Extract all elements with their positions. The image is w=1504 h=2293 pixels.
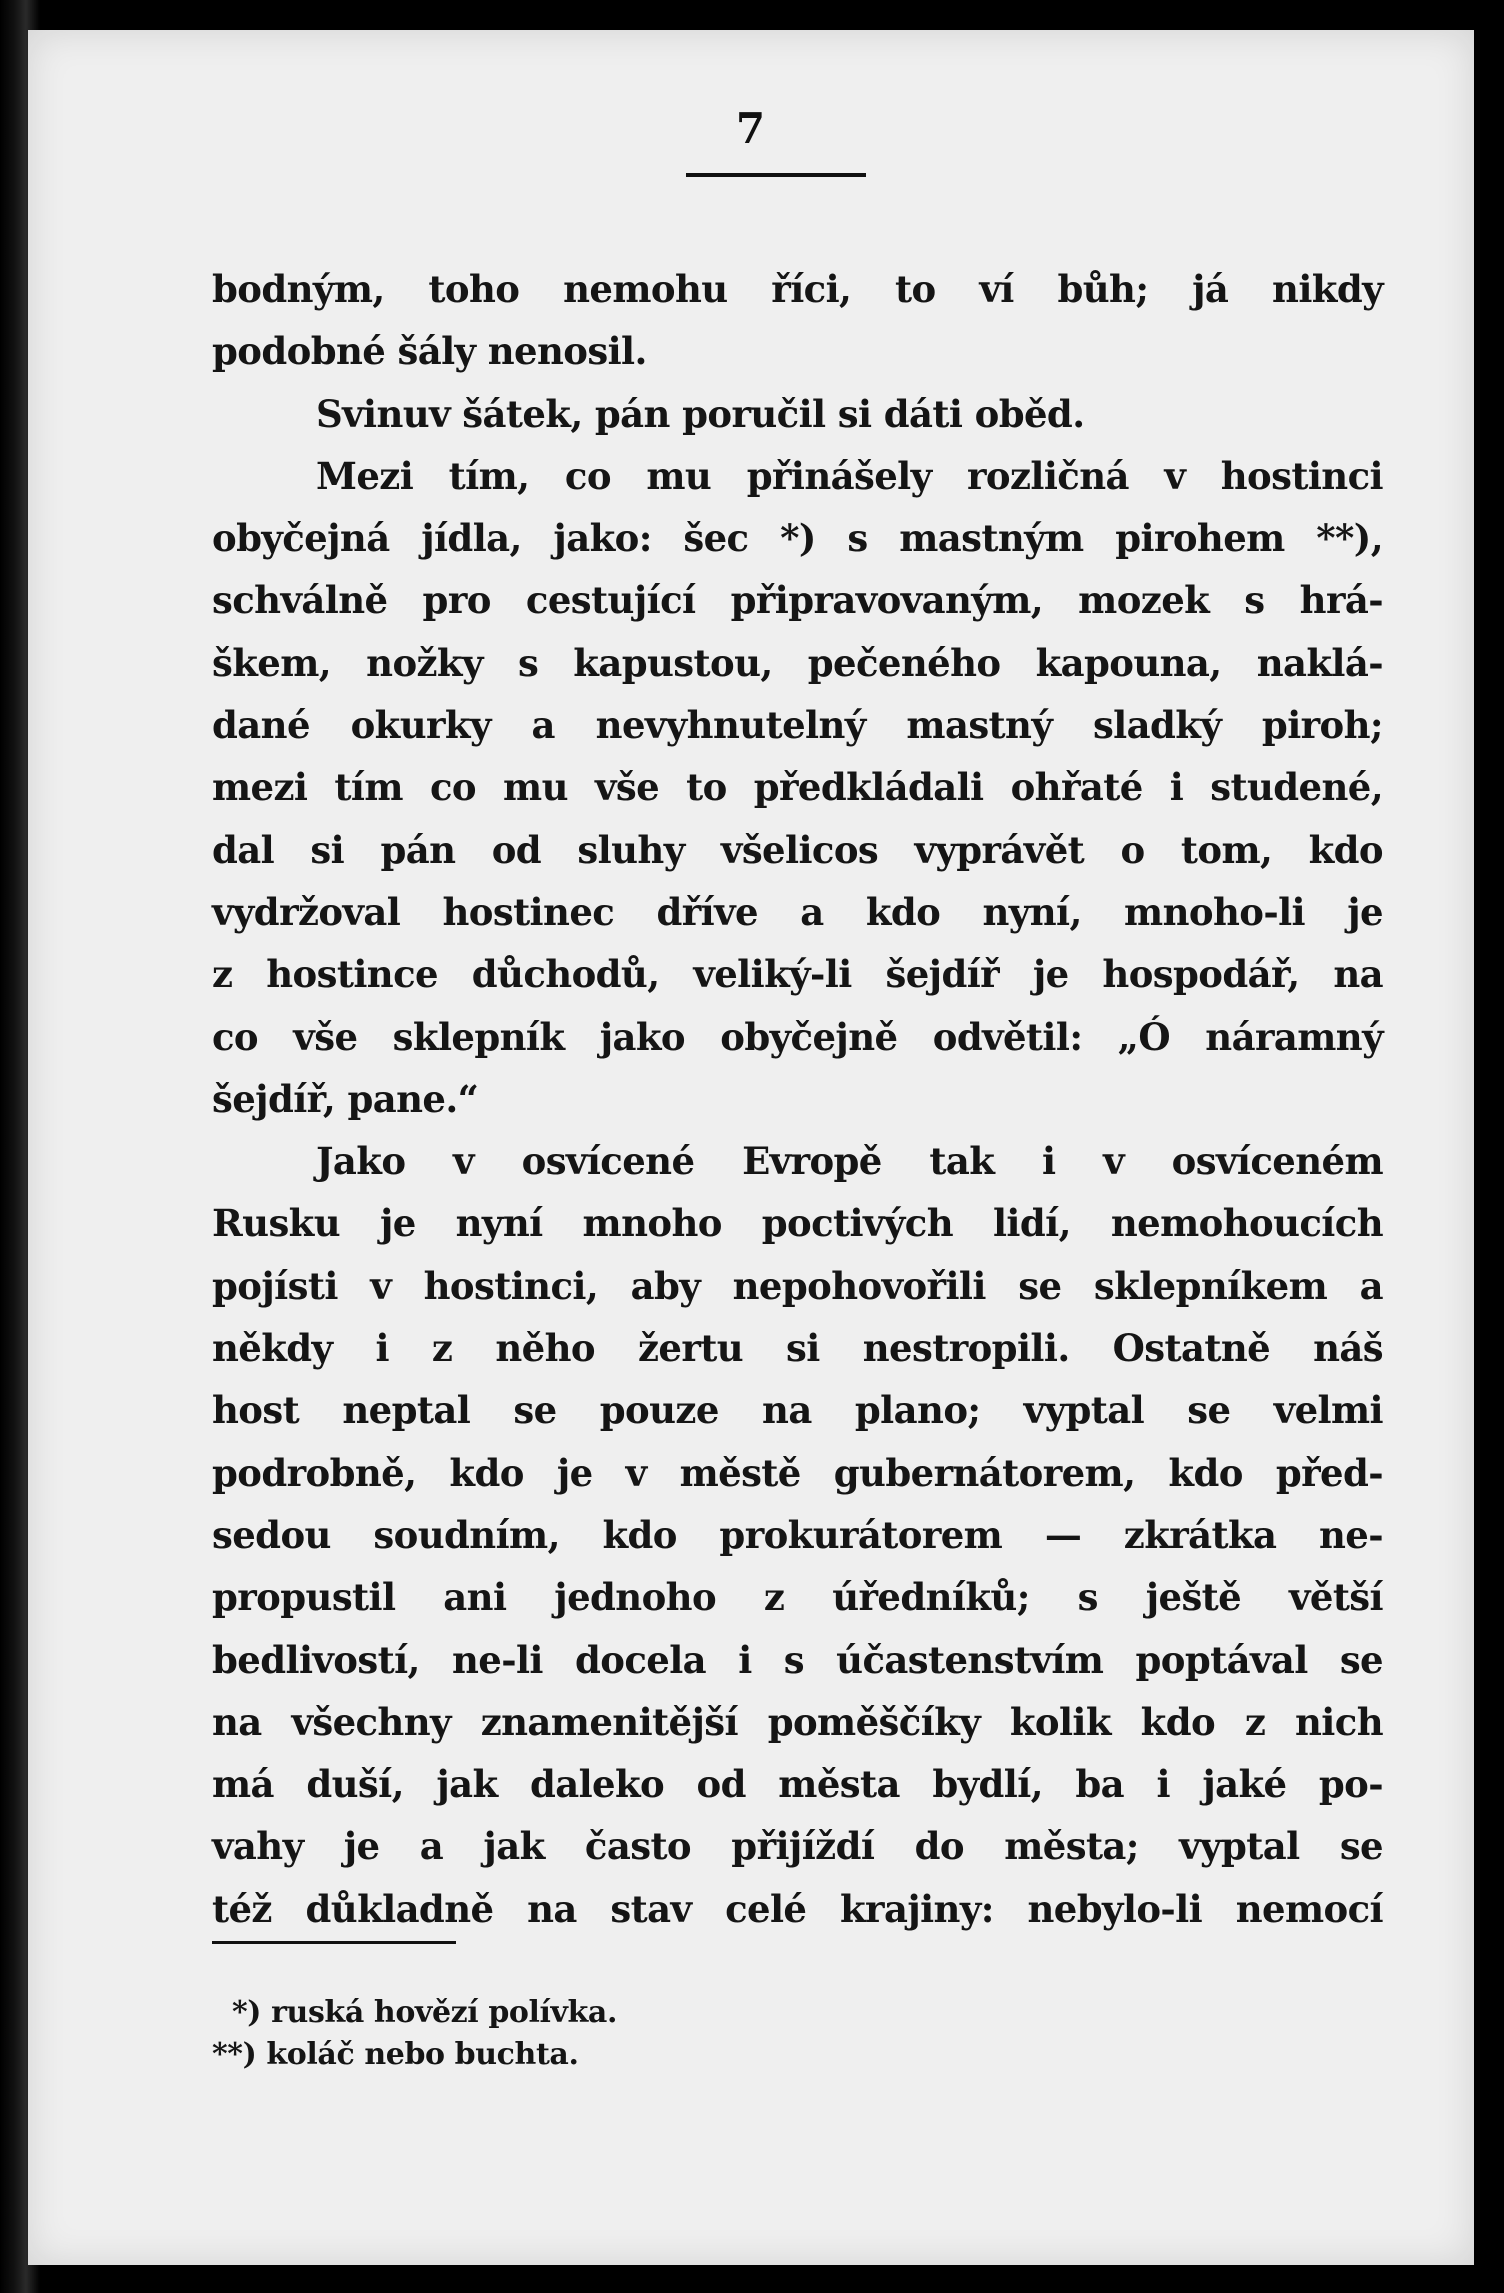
text-line: na všechny znamenitější poměščíky kolik kdo z nich: [212, 1699, 1383, 1744]
text-line: pojísti v hostinci, aby nepohovořili se sklepníkem a: [212, 1263, 1383, 1308]
body-text: [212, 258, 1383, 1940]
text-line: mezi tím co mu vše to předkládali ohřaté i studené,: [212, 765, 1383, 810]
text-line: sedou soudním, kdo prokurátorem — zkrátka ne-: [212, 1512, 1383, 1557]
page-number: 7: [735, 104, 767, 153]
text-line: Jako v osvícené Evropě tak i v osvíceném: [316, 1139, 1383, 1184]
footnote: *) ruská hovězí polívka.: [232, 1995, 617, 2030]
text-line: škem, nožky s kapustou, pečeného kapouna, naklá-: [212, 640, 1383, 685]
text-line: šejdíř, pane.“: [212, 1076, 479, 1121]
text-line: má duší, jak daleko od města bydlí, ba i jaké po-: [212, 1762, 1383, 1807]
footnotes: [212, 1992, 932, 2076]
text-line: dané okurky a nevyhnutelný mastný sladký piroh;: [212, 703, 1383, 748]
text-line: vydržoval hostinec dříve a kdo nyní, mnoho-li je: [212, 889, 1383, 934]
footnote: **) koláč nebo buchta.: [212, 2037, 579, 2072]
text-line: dal si pán od sluhy všelicos vyprávět o tom, kdo: [212, 827, 1383, 872]
header-rule: [686, 173, 866, 177]
text-line: Mezi tím, co mu přinášely rozličná v hostinci: [316, 453, 1383, 498]
text-line: bodným, toho nemohu říci, to ví bůh; já nikdy: [212, 267, 1383, 311]
text-line: z hostince důchodů, veliký-li šejdíř je hospodář, na: [212, 952, 1383, 997]
text-line: též důkladně na stav celé krajiny: nebylo-li nemocí: [212, 1886, 1383, 1931]
text-line: Svinuv šátek, pán poručil si dáti oběd.: [316, 391, 1085, 436]
text-line: schválně pro cestující připravovaným, mozek s hrá-: [212, 578, 1383, 623]
text-line: obyčejná jídla, jako: šec *) s mastným pirohem **),: [212, 516, 1383, 561]
book-page: [28, 30, 1474, 2265]
text-line: co vše sklepník jako obyčejně odvětil: „Ó náramný: [212, 1014, 1383, 1059]
text-line: podrobně, kdo je v městě gubernátorem, kdo před-: [212, 1450, 1383, 1495]
text-line: Rusku je nyní mnoho poctivých lidí, nemohoucích: [212, 1201, 1383, 1246]
text-line: host neptal se pouze na plano; vyptal se velmi: [212, 1388, 1383, 1433]
text-line: podobné šály nenosil.: [212, 329, 647, 374]
text-line: vahy je a jak často přijíždí do města; vyptal se: [212, 1824, 1383, 1869]
text-line: bedlivostí, ne-li docela i s účastenstvím poptával se: [212, 1637, 1383, 1682]
footnote-rule: [212, 1941, 456, 1944]
text-line: někdy i z něho žertu si nestropili. Ostatně náš: [212, 1326, 1383, 1371]
text-line: propustil ani jednoho z úředníků; s ještě větší: [212, 1575, 1383, 1620]
